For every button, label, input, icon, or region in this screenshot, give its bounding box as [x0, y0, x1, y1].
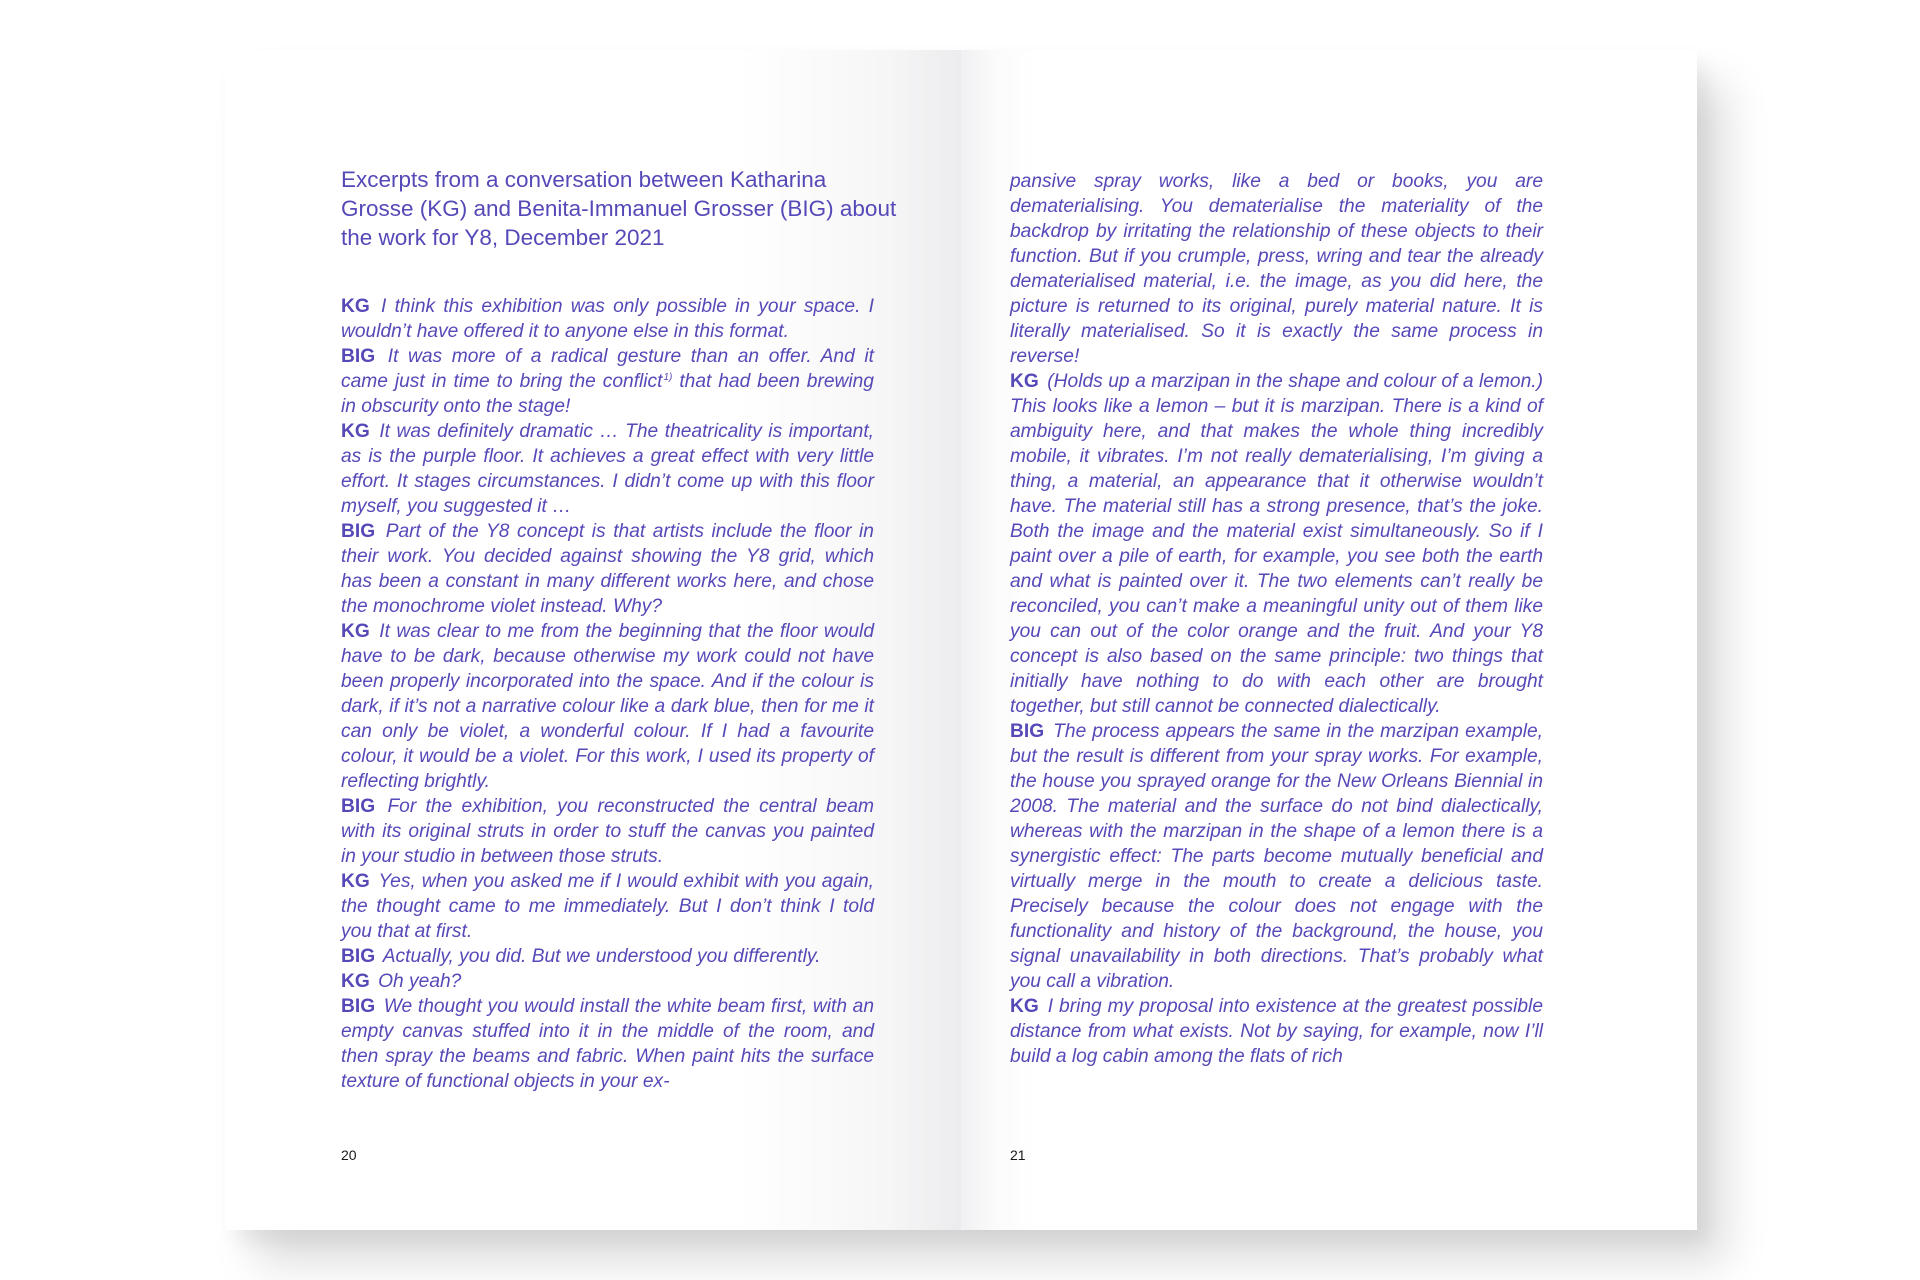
- speaker-label: KG: [341, 871, 370, 892]
- dialogue-text: I bring my proposal into existence at the greatest possible distance from what exists. Not by saying, for example, now I’ll build a log cabin among the flats of rich: [1010, 996, 1543, 1067]
- speaker-label: BIG: [341, 521, 376, 542]
- page-heading: Excerpts from a conversation between Katharina Grosse (KG) and Benita-Immanuel Grosser (BIG) about the work for Y8, December 2021: [341, 167, 897, 250]
- speaker-label: KG: [1010, 371, 1039, 392]
- speaker-label: BIG: [341, 796, 376, 817]
- dialogue-text: It was clear to me from the beginning that the floor would have to be dark, because otherwise my work could not have been properly incorporated into the space. And if the colour is dark, if it’s not a narrative colour like a dark blue, then for me it can only be violet, a wonderful colour. If I had a favourite colour, it would be a violet. For this work, I used its property of reflecting brightly.: [341, 621, 874, 792]
- dialogue-text: Actually, you did. But we understood you differently.: [382, 946, 821, 967]
- dialogue-text: It was more of a radical gesture than an offer. And it came just in time to bring the conflict: [341, 346, 874, 392]
- dialogue-text: Part of the Y8 concept is that artists include the floor in their work. You decided against showing the Y8 grid, which has been a constant in many different works here, and chose the monochrome violet instead. Why?: [341, 521, 874, 617]
- speaker-label: KG: [341, 421, 370, 442]
- speaker-label: BIG: [341, 946, 376, 967]
- speaker-label: BIG: [341, 996, 376, 1017]
- dialogue-text: Yes, when you asked me if I would exhibit with you again, the thought came to me immediately. But I don’t think I told you that at first.: [341, 871, 875, 942]
- dialogue-text: that had been brewing in obscurity onto the stage!: [341, 371, 874, 417]
- dialogue-entry: [341, 619, 874, 794]
- dialogue-entry: [341, 794, 874, 869]
- left-page: [225, 50, 961, 1230]
- dialogue-entry: [341, 969, 874, 994]
- book-spread: [225, 50, 1697, 1230]
- dialogue-entry: [1010, 719, 1543, 994]
- page-number: 20: [341, 1147, 357, 1163]
- speaker-label: KG: [1010, 996, 1039, 1017]
- dialogue-text: It was definitely dramatic … The theatricality is important, as is the purple floor. It achieves a great effect with very little effort. It stages circumstances. I didn’t come up with this floor myself, you suggested it …: [341, 421, 874, 517]
- dialogue-text: For the exhibition, you reconstructed the central beam with its original struts in order to stuff the canvas you painted in your studio in between those struts.: [341, 796, 874, 867]
- dialogue-entry: [1010, 994, 1543, 1069]
- right-page: [961, 50, 1697, 1230]
- dialogue-entry: [341, 944, 874, 969]
- speaker-label: KG: [341, 621, 370, 642]
- continued-text: pansive spray works, like a bed or books, you are dematerialising. You dematerialise the materiality of the backdrop by irritating the relationship of these objects to their function. But if you crumple, press, wring and tear the already dematerialised material, i.e. the image, as you did here, the picture is returned to its original, purely material nature. It is literally materialised. So it is exactly the same process in reverse!: [1010, 171, 1543, 367]
- dialogue-text: Oh yeah?: [378, 971, 462, 992]
- dialogue-text: We thought you would install the white beam first, with an empty canvas stuffed into it in the middle of the room, and then spray the beams and fabric. When paint hits the surface texture of functional objects in your ex-: [341, 996, 874, 1092]
- dialogue-entry: [1010, 369, 1543, 719]
- dialogue-entry: [341, 344, 874, 419]
- footnote-marker: 1): [663, 372, 673, 383]
- dialogue-text: (Holds up a marzipan in the shape and colour of a lemon.) This looks like a lemon – but it is marzipan. There is a kind of ambiguity here, and that makes the whole thing incredibly mobile, it vibrates. I’m not really dematerialising, I’m giving a thing, a material, an appearance that it otherwise wouldn’t have. The material still has a strong presence, that’s the joke. Both the image and the material exist simultaneously. So if I paint over a pile of earth, for example, you see both the earth and what is painted over it. The two elements can’t really be reconciled, you can’t make a meaningful unity out of them like you can out of the color orange and the fruit. And your Y8 concept is also based on the same principle: two things that initially have nothing to do with each other are brought together, but still cannot be connected dialectically.: [1010, 371, 1543, 717]
- dialogue-entry: [341, 294, 874, 344]
- dialogue-text: The process appears the same in the marzipan example, but the result is different from your spray works. For example, the house you sprayed orange for the New Orleans Biennial in 2008. The material and the surface do not bind dialectically, whereas with the marzipan in the shape of a lemon there is a synergistic effect: The parts become mutually beneficial and virtually merge in the mouth to create a delicious taste. Precisely because the colour does not engage with the functionality and history of the background, the house, you signal unavailability in both directions. That’s probably what you call a vibration.: [1010, 721, 1543, 992]
- dialogue-entry: [341, 869, 874, 944]
- speaker-label: BIG: [1010, 721, 1045, 742]
- speaker-label: KG: [341, 971, 370, 992]
- speaker-label: BIG: [341, 346, 376, 367]
- dialogue-entry: [341, 419, 874, 519]
- dialogue-entry: [341, 519, 874, 619]
- dialogue-entry: [341, 994, 874, 1094]
- left-page-text: [341, 294, 874, 1094]
- right-page-text: [1010, 169, 1543, 1069]
- dialogue-text: I think this exhibition was only possible in your space. I wouldn’t have offered it to anyone else in this format.: [341, 296, 874, 342]
- page-number: 21: [1010, 1147, 1026, 1163]
- speaker-label: KG: [341, 296, 370, 317]
